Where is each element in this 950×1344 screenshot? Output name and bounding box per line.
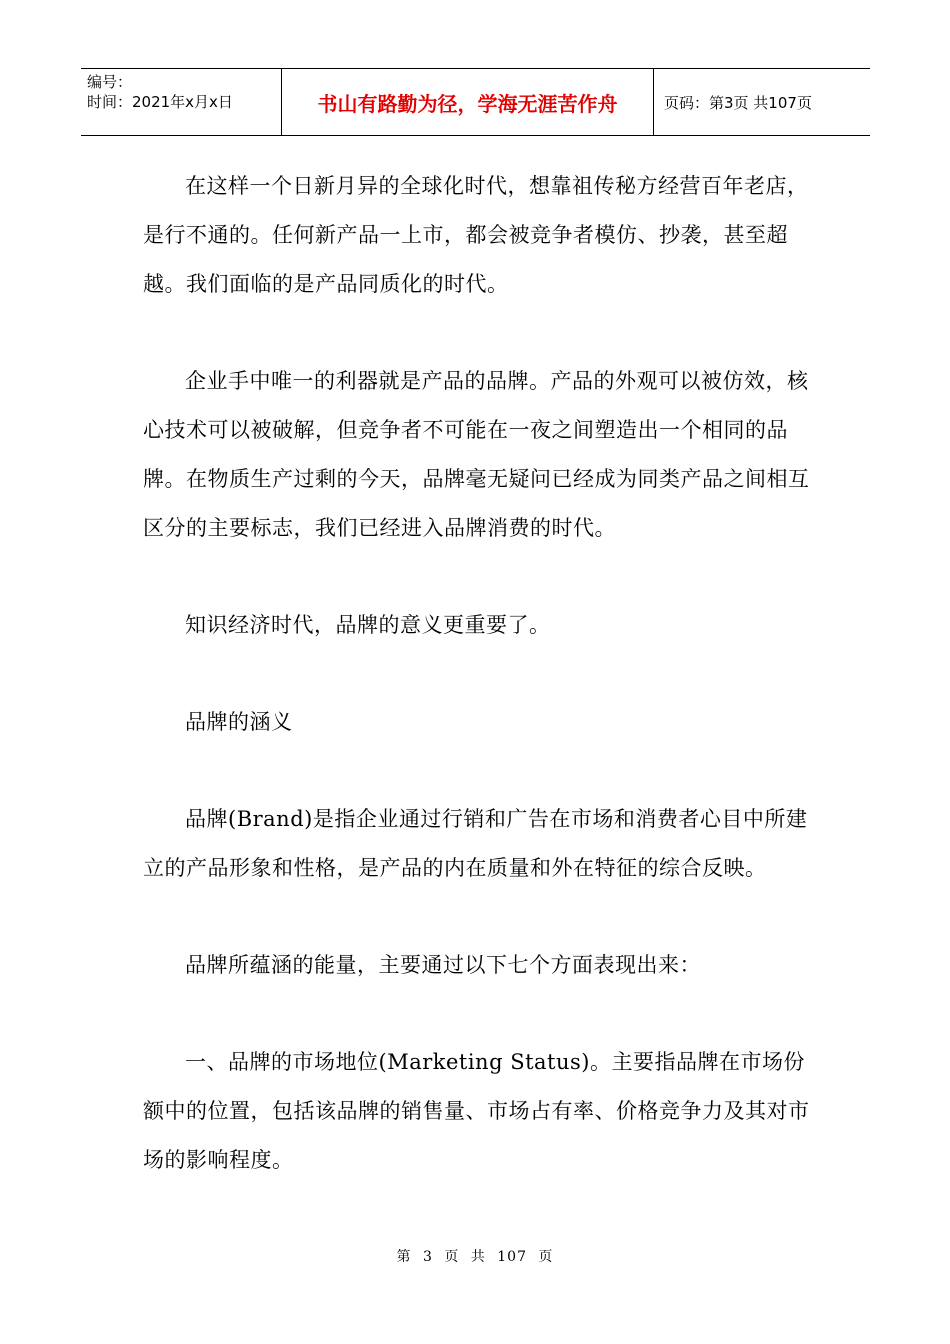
paragraph: 知识经济时代，品牌的意义更重要了。 xyxy=(185,613,551,637)
page-header xyxy=(81,68,870,136)
header-page-info: 页码：第3页 共107页 xyxy=(664,93,812,112)
header-meta xyxy=(81,69,281,135)
paragraph: 品牌所蕴涵的能量，主要通过以下七个方面表现出来： xyxy=(185,953,701,977)
document-body xyxy=(143,162,815,1233)
paragraph: 一、品牌的市场地位(Marketing Status)。主要指品牌在市场份额中的位置，包括该品牌的销售量、市场占有率、价格竞争力及其对市场的影响程度。 xyxy=(143,1050,810,1172)
section-heading: 品牌的涵义 xyxy=(185,710,293,734)
paragraph: 企业手中唯一的利器就是产品的品牌。产品的外观可以被仿效，核心技术可以被破解，但竞争者不可能在一夜之间塑造出一个相同的品牌。在物质生产过剩的今天，品牌毫无疑问已经成为同类产品之间相互区分的主要标志，我们已经进入品牌消费的时代。 xyxy=(143,369,810,540)
document-number-label: 编号： xyxy=(87,73,133,91)
document-time-label: 时间：2021年x月x日 xyxy=(87,93,233,111)
paragraph: 在这样一个日新月异的全球化时代，想靠祖传秘方经营百年老店，是行不通的。任何新产品一上市，都会被竞争者模仿、抄袭，甚至超越。我们面临的是产品同质化的时代。 xyxy=(143,174,809,296)
header-motto: 书山有路勤为径，学海无涯苦作舟 xyxy=(281,69,654,135)
paragraph: 品牌(Brand)是指企业通过行销和广告在市场和消费者心目中所建立的产品形象和性格，是产品的内在质量和外在特征的综合反映。 xyxy=(143,807,808,880)
page-footer: 第 3 页 共 107 页 xyxy=(396,1249,554,1265)
